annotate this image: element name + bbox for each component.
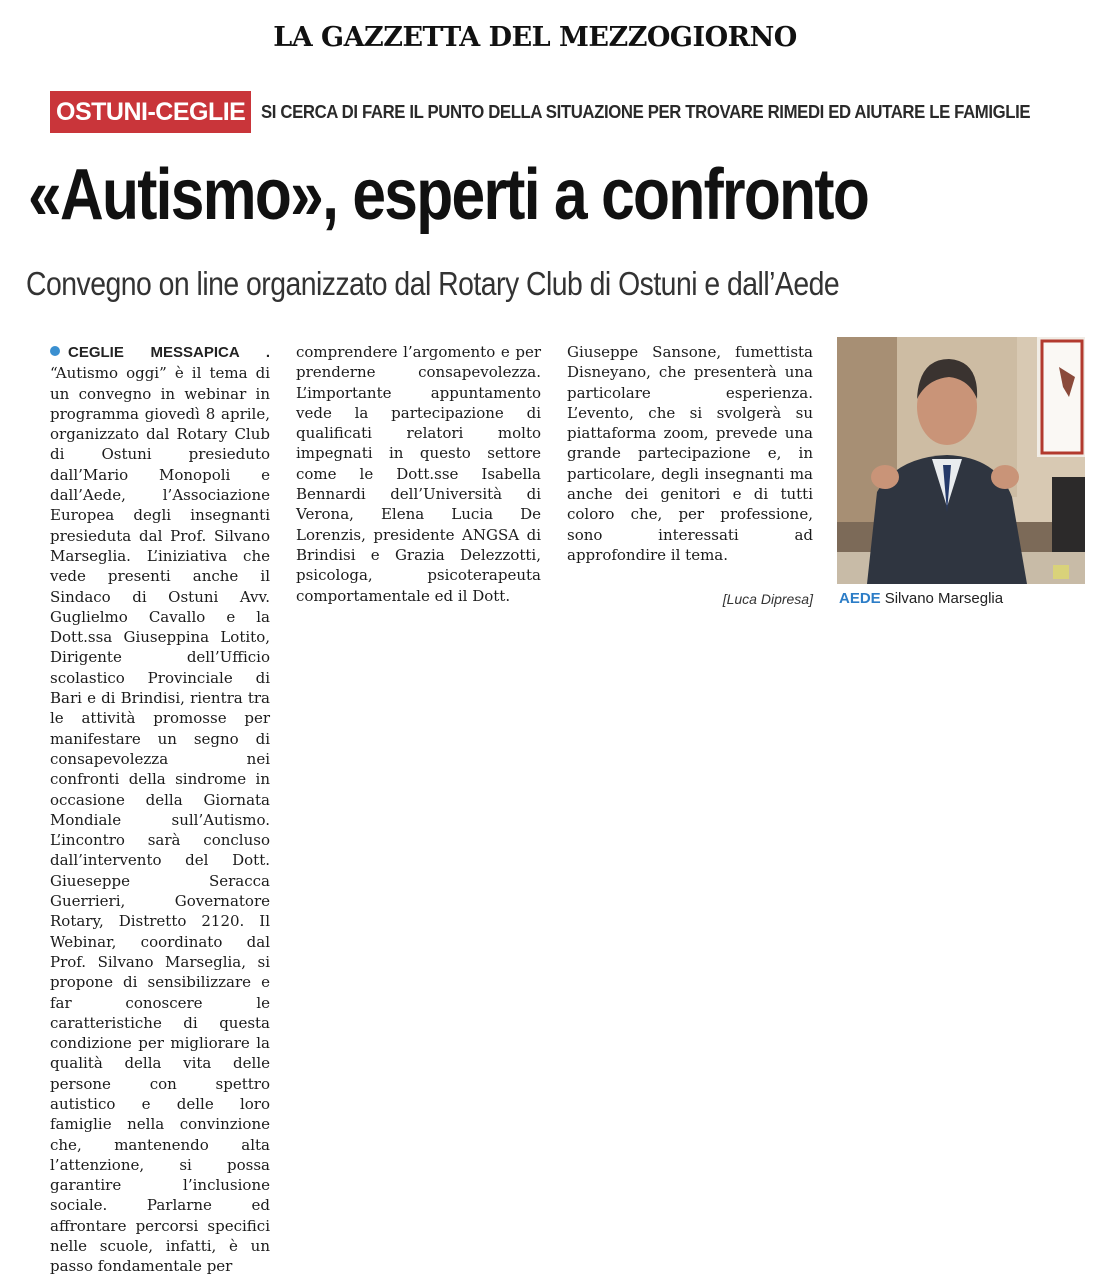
body-text-col2: comprendere l’argomento e per prenderne consapevolezza. L’importante appuntamento vede la partecipazione di qualificati relatori molto impegnati in questo settore come le Dott.sse Isabella Bennardi dell’Università di Verona, Elena Lucia De Lorenzis, presidente ANGSA di Brindisi e Grazia Delezzotti, psicologa, psicoterapeuta comportamentale ed il Dott. xyxy=(296,343,541,605)
portrait-illustration xyxy=(837,337,1085,584)
dateline: CEGLIE MESSAPICA . xyxy=(68,344,270,361)
body-text-col1: “Autismo oggi” è il tema di un convegno in webinar in programma giovedì 8 aprile, organizzato dal Rotary Club di Ostuni presieduto dall’Mario Monopoli e dall’Aede, l’Associazione Europea degli insegnanti presieduta dal Prof. Silvano Marseglia. L’iniziativa che vede presenti anche il Sindaco di Ostuni Avv. Guglielmo Cavallo e la Dott.ssa Giuseppina Lotito, Dirigente dell’Ufficio scolastico Provinciale di Bari e di Brindisi, rientra tra le attività promosse per manifestare un segno di consapevolezza nei confronti della sindrome in occasione della Giornata Mondiale sull’Autismo. L’incontro sarà concluso dall’intervento del Dott. Giueseppe Seracca Guerrieri, Governatore Rotary, Distretto 2120. Il Webinar, coordinato dal Prof. Silvano Marseglia, si propone di sensibilizzare e far conoscere le caratteristiche di questa condizione per migliorare la qualità della vita delle persone con spettro autistico e delle loro famiglie nella convinzione che, mantenendo alta l’attenzione, si possa garantire l’inclusione sociale. Parlarne ed affrontare percorsi specifici nelle scuole, infatti, è un passo fondamentale per xyxy=(50,364,270,1276)
section-tag: OSTUNI-CEGLIE xyxy=(50,91,251,133)
caption-tag: AEDE xyxy=(839,590,881,607)
masthead: LA GAZZETTA DEL MEZZOGIORNO xyxy=(273,22,797,53)
kicker: SI CERCA DI FARE IL PUNTO DELLA SITUAZIONE PER TROVARE RIMEDI ED AIUTARE LE FAMIGLIE xyxy=(261,101,1031,122)
caption-name: Silvano Marseglia xyxy=(884,590,1004,607)
kicker-row xyxy=(50,91,1088,133)
article-column-1 xyxy=(50,342,270,1277)
photo-caption xyxy=(839,590,1003,607)
byline: [Luca Dipresa] xyxy=(722,591,813,607)
subhead: Convegno on line organizzato dal Rotary Club di Ostuni e dall’Aede xyxy=(26,265,840,302)
bullet-dot-icon xyxy=(50,346,60,356)
article-column-2 xyxy=(296,342,541,606)
headline: «Autismo», esperti a confronto xyxy=(28,155,869,235)
photo-silvano-marseglia xyxy=(837,337,1085,584)
body-text-col3: Giuseppe Sansone, fumettista Disneyano, che presenterà una particolare esperienza. L’evento, che si svolgerà su piattaforma zoom, prevede una grande partecipazione e, in particolare, degli insegnanti ma anche dei genitori e di tutti coloro che, per professione, sono interessati ad approfondire il tema. xyxy=(567,343,813,564)
article-column-3 xyxy=(567,342,813,565)
